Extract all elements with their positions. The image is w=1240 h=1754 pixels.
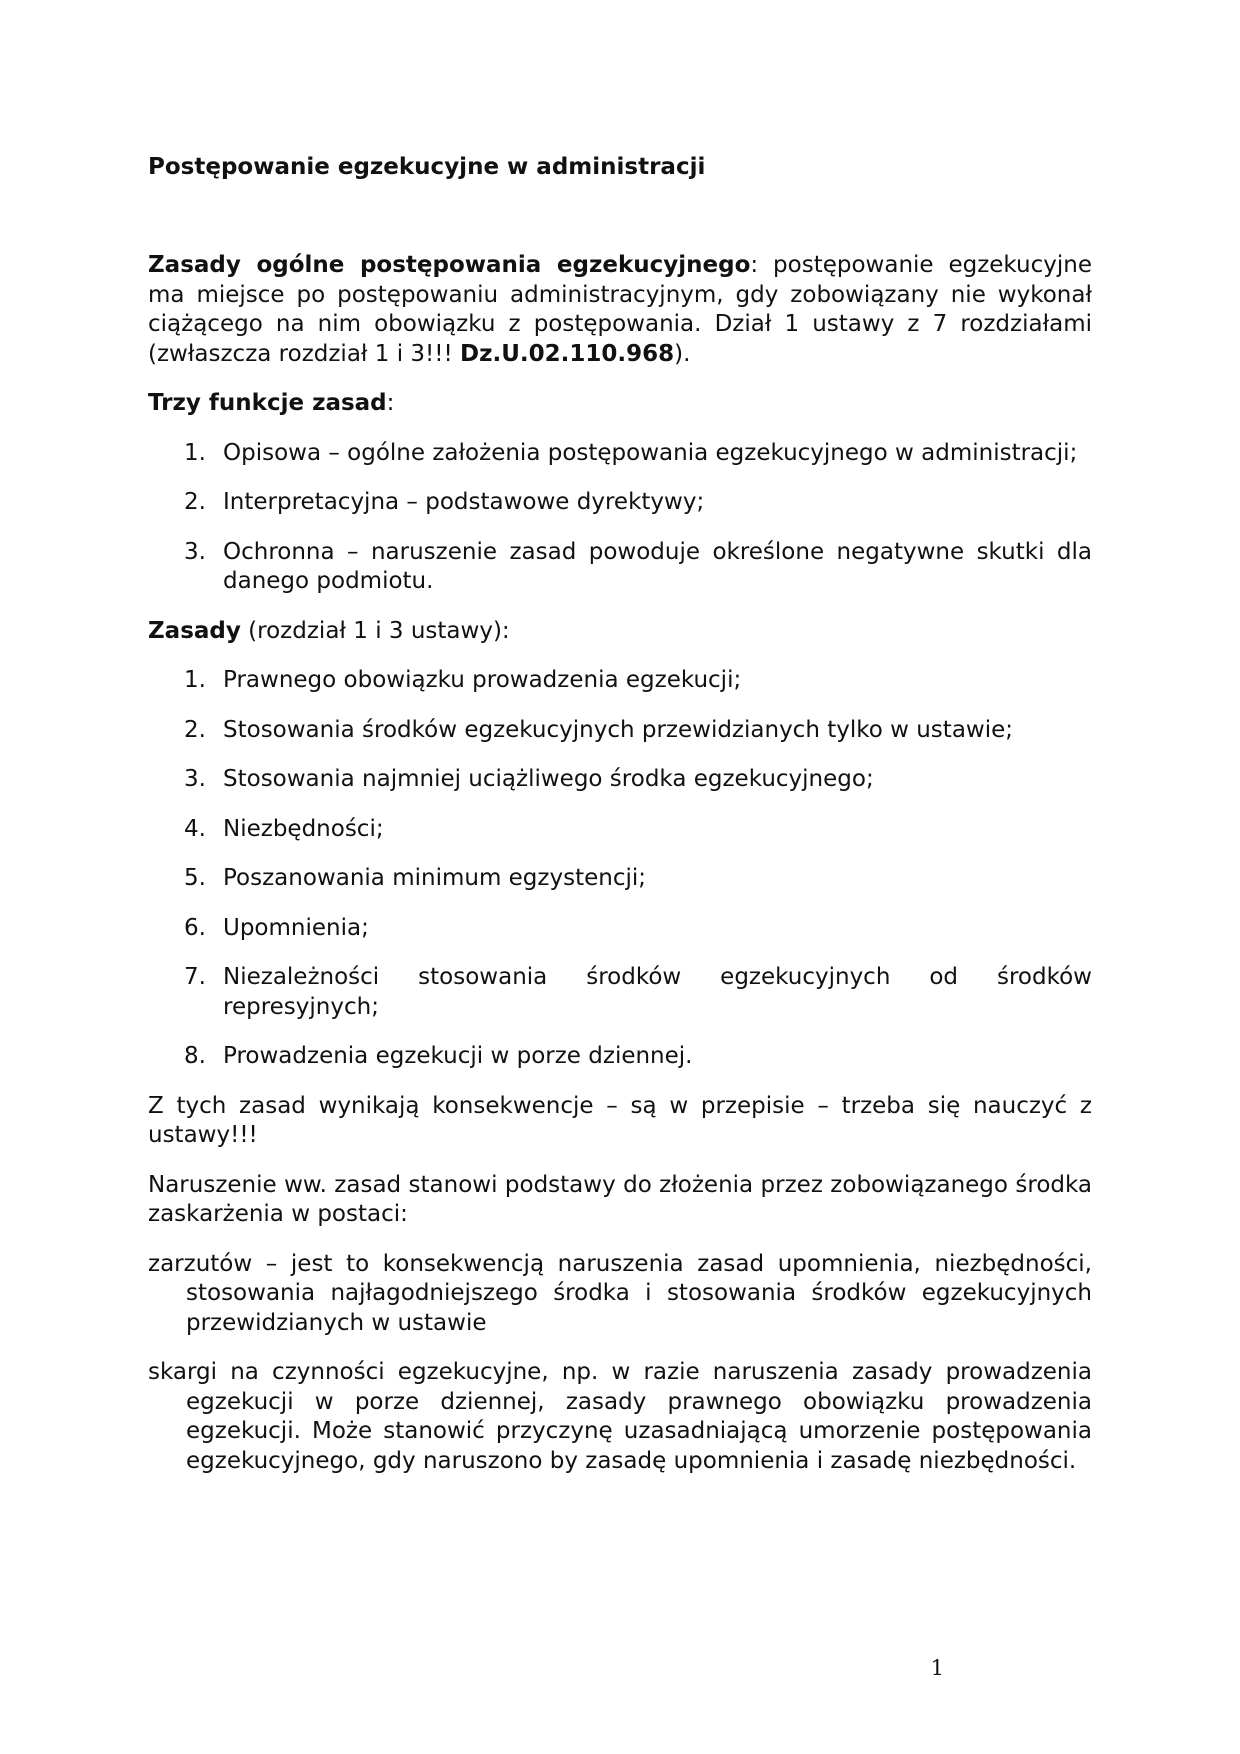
list-item (148, 538, 1092, 597)
consequences-paragraph: Z tych zasad wynikają konsekwencje – są w przepisie – trzeba się nauczyć z ustawy!!! (148, 1092, 1092, 1148)
intro-paragraph (148, 251, 1092, 369)
intro-text-end: ). (674, 340, 691, 367)
remedy-complaint-paragraph: skargi na czynności egzekucyjne, np. w razie naruszenia zasady prowadzenia egzekucji w porze dziennej, zasady prawnego obowiązku prowadzenia egzekucji. Może stanowić przyczynę uzasadniającą umorzenie postępowania egzekucyjnego, gdy naruszono by zasadę upomnienia i zasadę niezbędności. (148, 1359, 1092, 1474)
list-item (148, 439, 1092, 469)
list-item-number: 5. (184, 865, 206, 891)
list-item-number: 7. (184, 964, 206, 990)
list-item (148, 815, 1092, 845)
list-item (148, 864, 1092, 894)
principles-subheading: (rozdział 1 i 3 ustawy): (240, 617, 510, 644)
list-item-text: Upomnienia; (223, 914, 369, 941)
list-item (148, 963, 1092, 1022)
list-item-number: 4. (184, 815, 206, 842)
list-item-number: 8. (184, 1043, 206, 1069)
functions-list (148, 439, 1092, 597)
functions-heading-paragraph (148, 389, 1092, 419)
list-item-text: Poszanowania minimum egzystencji; (223, 865, 646, 891)
document-body (148, 251, 1092, 1496)
list-item-number: 3. (184, 766, 206, 792)
list-item-text: Niezależności stosowania środków egzekucyjnych od środków represyjnych; (223, 964, 1092, 1020)
list-item (148, 666, 1092, 696)
principles-heading-paragraph (148, 617, 1092, 647)
list-item (148, 488, 1092, 518)
principles-heading: Zasady (148, 617, 241, 644)
list-item-text: Opisowa – ogólne założenia postępowania egzekucyjnego w administracji; (223, 439, 1078, 466)
list-item (148, 1042, 1092, 1072)
list-item-number: 1. (184, 439, 206, 466)
list-item (148, 765, 1092, 795)
intro-bold-label: Zasady ogólne postępowania egzekucyjnego (148, 252, 751, 278)
list-item-text: Stosowania środków egzekucyjnych przewidzianych tylko w ustawie; (223, 716, 1014, 743)
list-item-text: Stosowania najmniej uciążliwego środka egzekucyjnego; (223, 766, 874, 792)
functions-heading-colon: : (386, 390, 395, 416)
list-item-text: Ochronna – naruszenie zasad powoduje określone negatywne skutki dla danego podmiotu. (223, 538, 1092, 594)
list-item-text: Interpretacyjna – podstawowe dyrektywy; (223, 489, 705, 515)
page-number: 1 (930, 1656, 944, 1680)
remedy-objections-paragraph: zarzutów – jest to konsekwencją naruszenia zasad upomnienia, niezbędności, stosowania najłagodniejszego środka i stosowania środków egzekucyjnych przewidzianych w ustawie (148, 1250, 1092, 1336)
document-page (148, 0, 1092, 1754)
list-item-number: 3. (184, 538, 206, 565)
principles-list (148, 666, 1092, 1072)
list-item-number: 6. (184, 914, 206, 941)
intro-text: : postępowanie egzekucyjne ma miejsce po postępowaniu administracyjnym, gdy zobowiązany nie wykonał ciążącego na nim obowiązku z postępowania. Dział 1 ustawy z 7 rozdziałami (zwłaszcza rozdział 1 i 3!!! (148, 252, 1092, 367)
list-item-number: 2. (184, 489, 206, 515)
violation-paragraph: Naruszenie ww. zasad stanowi podstawy do złożenia przez zobowiązanego środka zaskarżenia w postaci: (148, 1171, 1092, 1227)
list-item-text: Prawnego obowiązku prowadzenia egzekucji; (223, 667, 742, 693)
intro-bold-reference: Dz.U.02.110.968 (460, 340, 675, 367)
list-item-text: Prowadzenia egzekucji w porze dziennej. (223, 1043, 693, 1069)
functions-heading: Trzy funkcje zasad (148, 390, 387, 416)
list-item-number: 1. (184, 667, 206, 693)
list-item (148, 716, 1092, 746)
document-title: Postępowanie egzekucyjne w administracji (148, 154, 706, 180)
list-item-number: 2. (184, 716, 206, 743)
list-item-text: Niezbędności; (223, 815, 384, 842)
list-item (148, 914, 1092, 944)
